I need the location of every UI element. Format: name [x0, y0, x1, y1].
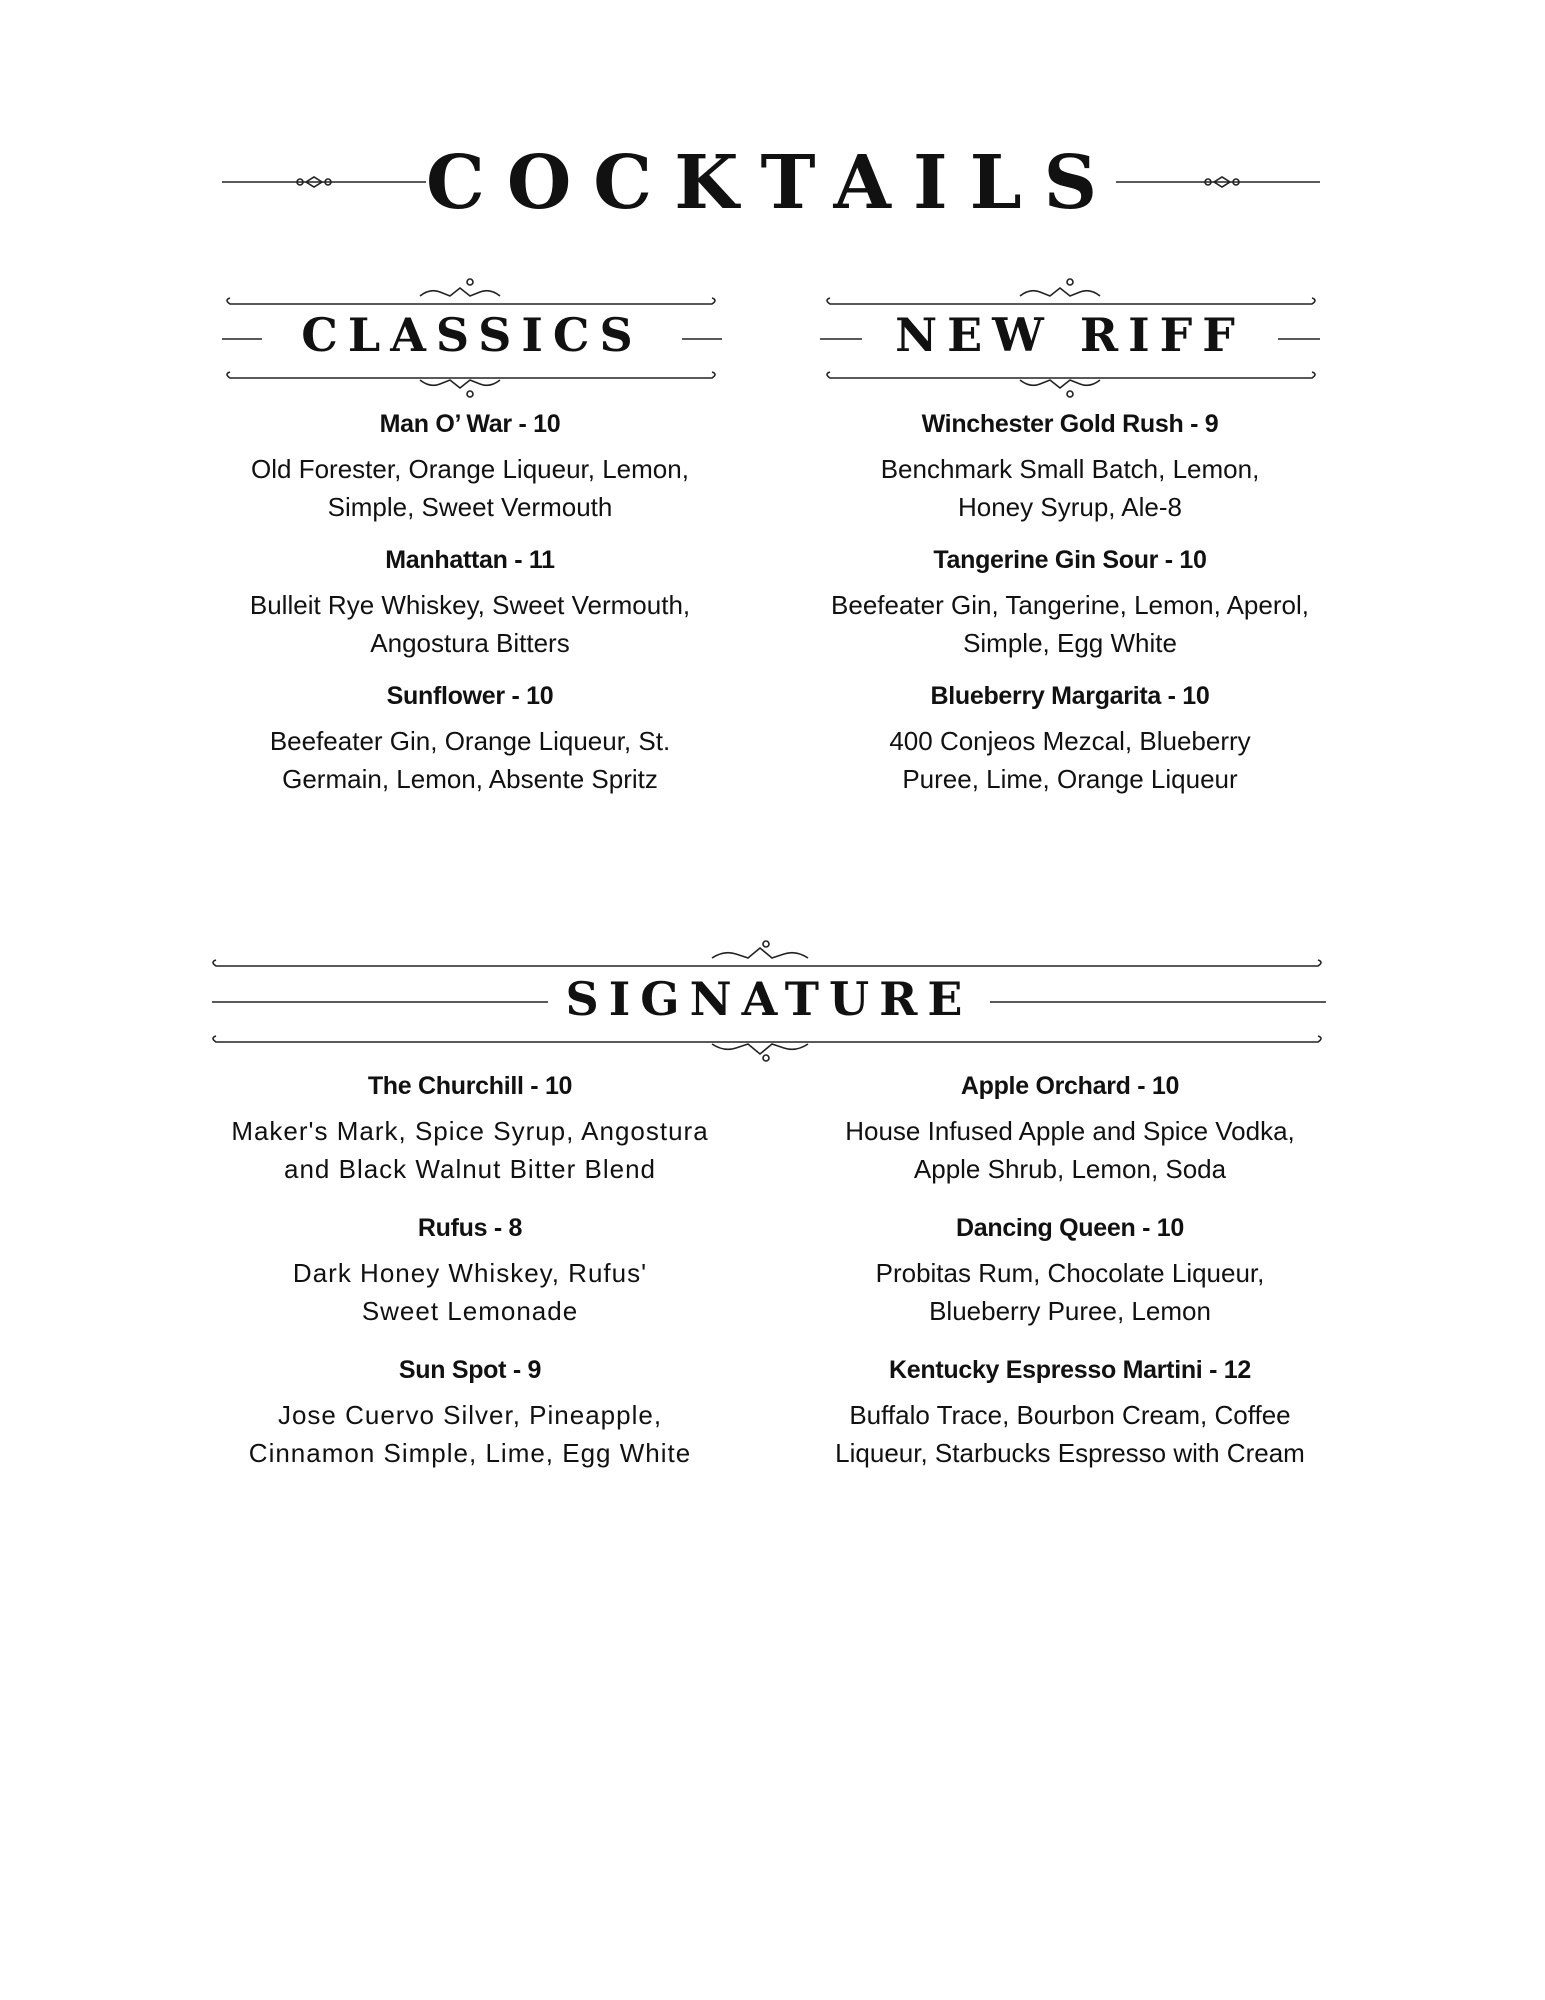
item-description: House Infused Apple and Spice Vodka, Apple Shrub, Lemon, Soda [845, 1116, 1295, 1184]
item-name: Tangerine Gin Sour - 10 [933, 546, 1207, 574]
item-name: Rufus - 8 [417, 1214, 523, 1242]
item-name: Manhattan - 11 [385, 546, 555, 574]
new-riff-list [820, 408, 1320, 816]
item-description: Maker's Mark, Spice Syrup, Angostura and Black Walnut Bitter Blend [231, 1116, 709, 1184]
item-description: Probitas Rum, Chocolate Liqueur, Blueberry Puree, Lemon [875, 1258, 1265, 1326]
item-name: Blueberry Margarita - 10 [930, 682, 1210, 710]
item-description: Bulleit Rye Whiskey, Sweet Vermouth, Angostura Bitters [249, 590, 691, 658]
item-description: Benchmark Small Batch, Lemon, Honey Syrup, Ale-8 [880, 454, 1260, 522]
item-description: 400 Conjeos Mezcal, Blueberry Puree, Lime, Orange Liqueur [889, 726, 1251, 794]
item-description: Beefeater Gin, Tangerine, Lemon, Aperol, Simple, Egg White [831, 590, 1309, 658]
page-title: COCKTAILS [425, 140, 1120, 226]
menu-item [220, 1212, 720, 1330]
signature-heading: SIGNATURE [565, 972, 973, 1026]
item-name: Apple Orchard - 10 [960, 1072, 1180, 1100]
item-name: Man O’ War - 10 [379, 410, 561, 438]
classics-heading: CLASSICS [301, 308, 643, 362]
menu-item [820, 1354, 1320, 1472]
item-name: The Churchill - 10 [367, 1072, 573, 1100]
item-name: Dancing Queen - 10 [956, 1214, 1184, 1242]
menu-item [220, 680, 720, 798]
menu-item [220, 544, 720, 662]
item-description: Buffalo Trace, Bourbon Cream, Coffee Liqueur, Starbucks Espresso with Cream [835, 1400, 1305, 1468]
classics-list [220, 408, 720, 816]
item-name: Kentucky Espresso Martini - 12 [889, 1356, 1251, 1384]
menu-item [220, 1070, 720, 1188]
signature-left-list [220, 1070, 720, 1496]
item-description: Old Forester, Orange Liqueur, Lemon, Simple, Sweet Vermouth [251, 454, 689, 522]
signature-right-list [820, 1070, 1320, 1496]
menu-item [820, 544, 1320, 662]
menu-item [220, 1354, 720, 1472]
item-description: Jose Cuervo Silver, Pineapple, Cinnamon Simple, Lime, Egg White [248, 1400, 692, 1468]
menu-item [820, 680, 1320, 798]
menu-item [820, 1212, 1320, 1330]
menu-item [820, 408, 1320, 526]
menu-item [820, 1070, 1320, 1188]
item-name: Winchester Gold Rush - 9 [921, 410, 1219, 438]
item-description: Beefeater Gin, Orange Liqueur, St. Germain, Lemon, Absente Spritz [269, 726, 671, 794]
item-description: Dark Honey Whiskey, Rufus' Sweet Lemonade [292, 1258, 648, 1326]
menu-item [220, 408, 720, 526]
item-name: Sun Spot - 9 [398, 1356, 542, 1384]
new-riff-heading: NEW RIFF [895, 308, 1245, 362]
item-name: Sunflower - 10 [386, 682, 554, 710]
